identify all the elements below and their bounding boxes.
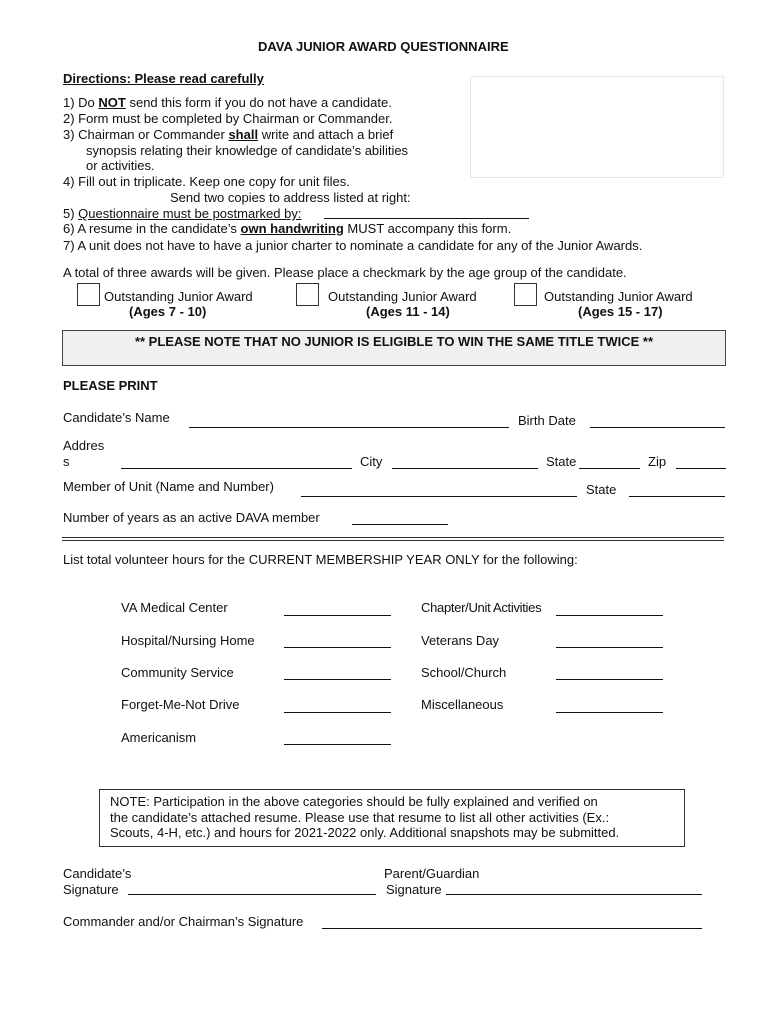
volunteer-field-chapter-unit[interactable] <box>556 615 663 616</box>
direction-3-bold: shall <box>228 127 259 142</box>
direction-1-post: send this form if you do not have a candidate. <box>125 95 392 110</box>
volunteer-label-miscellaneous: Miscellaneous <box>421 697 504 712</box>
parent-signature-field[interactable] <box>446 894 702 895</box>
directions-heading: Directions: Please read carefully <box>63 71 264 86</box>
volunteer-label-school-church: School/Church <box>421 665 507 680</box>
direction-3-pre: 3) Chairman or Commander <box>63 127 229 142</box>
volunteer-field-forget-me-not[interactable] <box>284 712 391 713</box>
note-line-1: NOTE: Participation in the above categories should be fully explained and verified on <box>110 794 598 809</box>
candidate-name-field[interactable] <box>189 427 509 428</box>
volunteer-field-community[interactable] <box>284 679 391 680</box>
award-ages-3: (Ages 15 - 17) <box>578 304 663 319</box>
address-box <box>470 76 724 178</box>
state-label: State <box>546 454 577 469</box>
direction-6 <box>63 221 511 236</box>
city-label: City <box>360 454 383 469</box>
candidate-name-label: Candidate’s Name <box>63 410 170 425</box>
volunteer-label-americanism: Americanism <box>121 730 197 745</box>
direction-6-pre: 6) A resume in the candidate’s <box>63 221 241 236</box>
direction-5-text: Questionnaire must be postmarked by: <box>78 206 302 221</box>
note-box <box>99 789 685 847</box>
parent-signature-label-line1: Parent/Guardian <box>384 866 480 881</box>
city-field[interactable] <box>392 468 538 469</box>
please-print-heading: PLEASE PRINT <box>63 378 158 393</box>
direction-6-bold: own handwriting <box>240 221 344 236</box>
award-checkbox-ages-7-10[interactable] <box>77 283 100 306</box>
member-unit-field[interactable] <box>301 496 577 497</box>
volunteer-field-hospital[interactable] <box>284 647 391 648</box>
volunteer-label-va-medical: VA Medical Center <box>121 600 228 615</box>
volunteer-field-veterans-day[interactable] <box>556 647 663 648</box>
candidate-signature-label-line1: Candidate’s <box>63 866 132 881</box>
direction-5 <box>63 206 301 221</box>
years-member-label: Number of years as an active DAVA member <box>63 510 320 525</box>
direction-2: 2) Form must be completed by Chairman or Commander. <box>63 111 393 126</box>
direction-7: 7) A unit does not have to have a junior charter to nominate a candidate for any of the Junior Awards. <box>63 238 643 253</box>
parent-signature-label-line2: Signature <box>386 882 442 897</box>
volunteer-field-school-church[interactable] <box>556 679 663 680</box>
direction-3 <box>63 127 393 142</box>
address-field[interactable] <box>121 468 352 469</box>
award-label-3: Outstanding Junior Award <box>544 289 693 304</box>
direction-6-post: MUST accompany this form. <box>343 221 512 236</box>
award-label-1: Outstanding Junior Award <box>104 289 253 304</box>
volunteer-label-hospital: Hospital/Nursing Home <box>121 633 255 648</box>
award-ages-1: (Ages 7 - 10) <box>129 304 207 319</box>
volunteer-label-chapter-unit: Chapter/Unit Activities <box>421 600 542 615</box>
awards-intro: A total of three awards will be given. Please place a checkmark by the age group of the candidate. <box>63 265 627 280</box>
direction-5-num: 5) <box>63 206 79 221</box>
address-label-line2: s <box>63 454 70 469</box>
volunteer-field-va-medical[interactable] <box>284 615 391 616</box>
state-field[interactable] <box>579 468 640 469</box>
award-checkbox-ages-15-17[interactable] <box>514 283 537 306</box>
page-title: DAVA JUNIOR AWARD QUESTIONNAIRE <box>258 39 509 54</box>
direction-1 <box>63 95 392 110</box>
candidate-signature-field[interactable] <box>128 894 376 895</box>
birth-date-label: Birth Date <box>518 413 576 428</box>
candidate-signature-label-line2: Signature <box>63 882 119 897</box>
eligibility-notice <box>62 330 726 366</box>
direction-3-line3: or activities. <box>86 158 155 173</box>
award-ages-2: (Ages 11 - 14) <box>366 304 450 319</box>
direction-4-line2: Send two copies to address listed at right: <box>170 190 411 205</box>
volunteer-intro: List total volunteer hours for the CURRENT MEMBERSHIP YEAR ONLY for the following: <box>63 552 578 567</box>
volunteer-label-veterans-day: Veterans Day <box>421 633 500 648</box>
zip-field[interactable] <box>676 468 726 469</box>
direction-3-line2: synopsis relating their knowledge of candidate’s abilities <box>86 143 409 158</box>
commander-signature-label: Commander and/or Chairman’s Signature <box>63 914 304 929</box>
direction-1-pre: 1) Do <box>63 95 99 110</box>
address-label-line1: Addres <box>63 438 105 453</box>
direction-3-post: write and attach a brief <box>258 127 394 142</box>
eligibility-notice-text: ** PLEASE NOTE THAT NO JUNIOR IS ELIGIBLE TO WIN THE SAME TITLE TWICE ** <box>134 334 654 349</box>
unit-state-label: State <box>586 482 617 497</box>
years-member-field[interactable] <box>352 524 448 525</box>
section-divider <box>62 537 724 541</box>
zip-label: Zip <box>648 454 667 469</box>
volunteer-field-americanism[interactable] <box>284 744 391 745</box>
commander-signature-field[interactable] <box>322 928 702 929</box>
postmark-date-line[interactable] <box>324 218 529 219</box>
direction-1-bold: NOT <box>98 95 126 110</box>
award-checkbox-ages-11-14[interactable] <box>296 283 319 306</box>
note-line-2: the candidate’s attached resume. Please use that resume to list all other activities (Ex.: <box>110 809 610 825</box>
note-text <box>110 794 619 841</box>
volunteer-label-community: Community Service <box>121 665 234 680</box>
note-line-3: Scouts, 4-H, etc.) and hours for 2021-2022 only. Additional snapshots may be submitted. <box>110 825 620 840</box>
award-label-2: Outstanding Junior Award <box>328 289 477 304</box>
direction-4: 4) Fill out in triplicate. Keep one copy for unit files. <box>63 174 350 189</box>
unit-state-field[interactable] <box>629 496 725 497</box>
birth-date-field[interactable] <box>590 427 725 428</box>
member-unit-label: Member of Unit (Name and Number) <box>63 479 274 494</box>
volunteer-field-miscellaneous[interactable] <box>556 712 663 713</box>
volunteer-label-forget-me-not: Forget-Me-Not Drive <box>121 697 240 712</box>
